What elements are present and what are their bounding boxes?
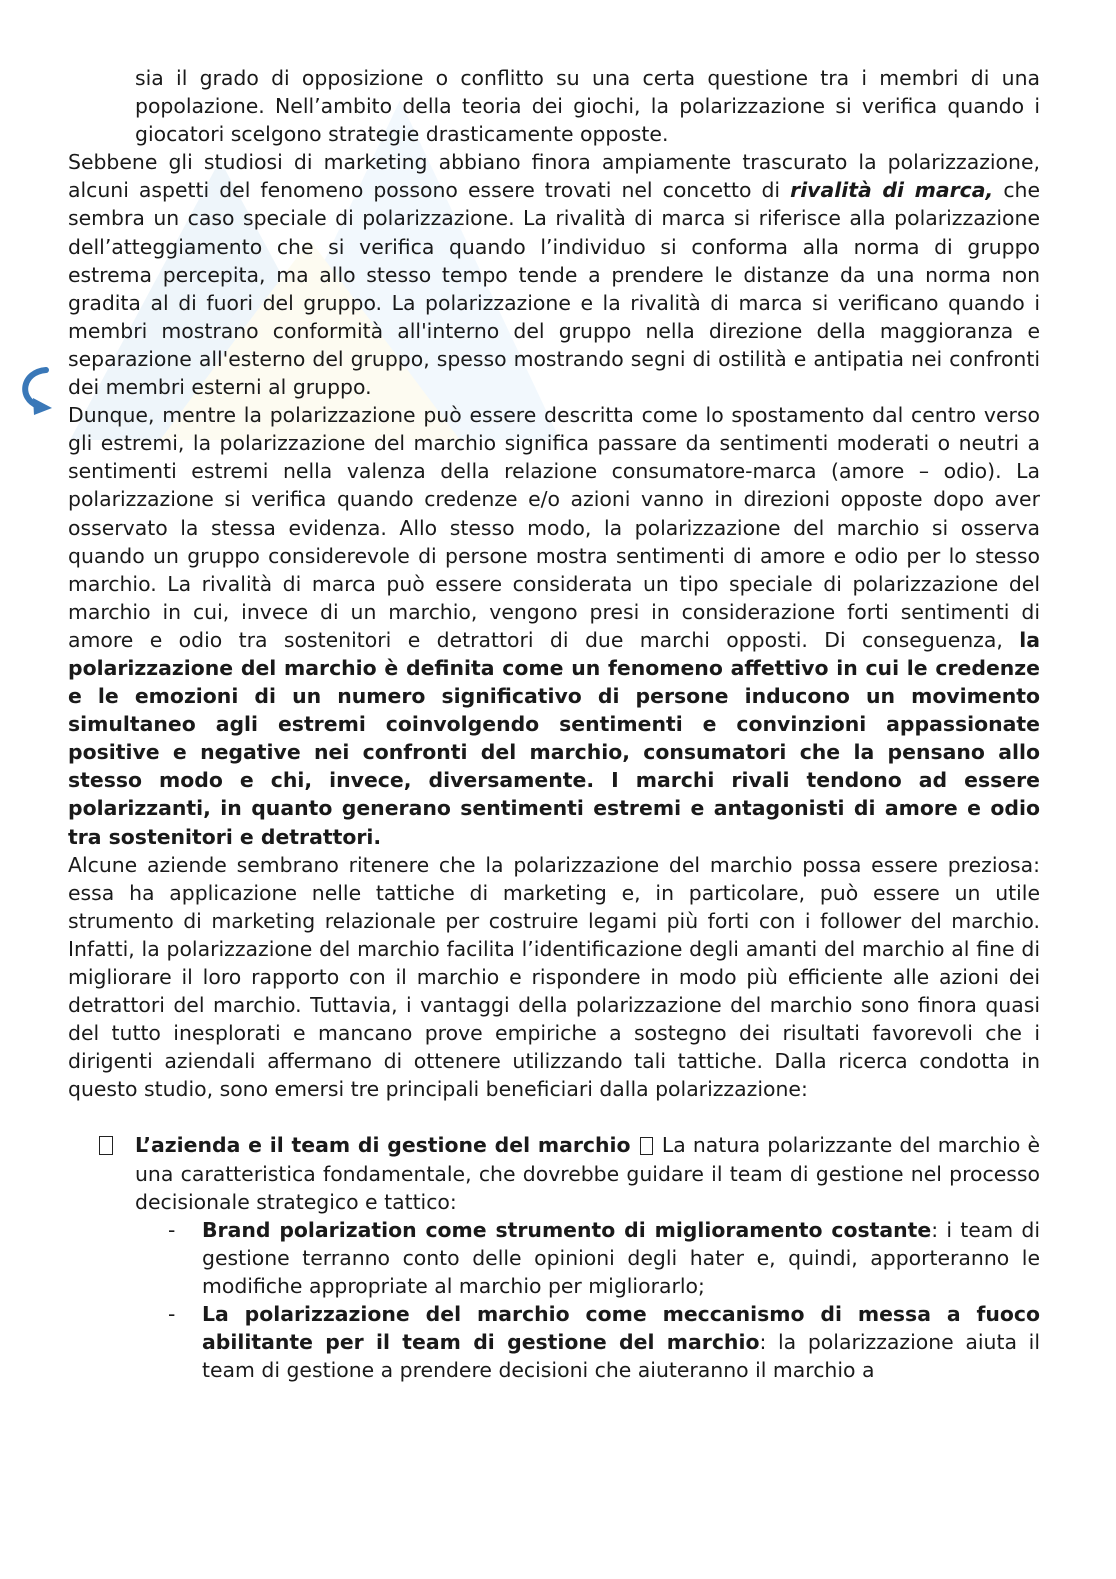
sub-item-body: : la polarizzazione aiuta il team di gestione a prendere decisioni che aiuteranno il marchio a [202, 1330, 1040, 1383]
bullet-item-company [68, 1131, 1040, 1215]
sub-item-title: Brand polarization come strumento di miglioramento costante [202, 1217, 932, 1242]
bullet-item-title: L’azienda e il team di gestione del marchio [135, 1133, 631, 1158]
sub-item-text [202, 1216, 1040, 1300]
dash-marker: - [168, 1302, 176, 1327]
document-body [68, 64, 1040, 1384]
paragraph-intro-continuation: sia il grado di opposizione o conflitto su una certa questione tra i membri di una popolazione. Nell’ambito della teoria dei giochi, la polarizzazione si verifica quando i giocatori scelgono strategie drasticamente opposte. [135, 66, 1040, 147]
bullet-item-text [135, 1131, 1040, 1215]
term-rivalita-di-marca: rivalità di marca, [790, 178, 994, 203]
curved-arrow-icon [16, 364, 58, 416]
paragraph-brand-rivalry-end: che sembra un caso speciale di polarizzazione. La rivalità di marca si riferisce alla polarizzazione dell’atteggiamento che si verifica quando l’individuo si conforma alla norma di gruppo estrema percepita, ma allo stesso tempo tende a prendere le distanze da una norma non gradita al di fuori del gruppo. La polarizzazione e la rivalità di marca si verificano quando i membri mostrano conformità all'interno del gruppo nella direzione della maggioranza e separazione all'esterno del gruppo, spesso mostrando segni di ostilità e antipatia nei confronti dei membri esterni al gruppo. [68, 178, 1040, 400]
paragraph-brand-rivalry-start: Sebbene gli studiosi di marketing abbiano finora ampiamente trascurato la polarizzazione, alcuni aspetti del fenomeno possono essere trovati nel concetto di [68, 150, 1040, 203]
paragraph-brand-polarization-start: Dunque, mentre la polarizzazione può essere descritta come lo spostamento dal centro verso gli estremi, la polarizzazione del marchio significa passare da sentimenti moderati o neutri a sentimenti estremi nella valenza della relazione consumatore-marca (amore – odio). La polarizzazione si verifica quando credenze e/o azioni vanno in direzioni opposte dopo aver osservato la stessa evidenza. Allo stesso modo, la polarizzazione del marchio si osserva quando un gruppo considerevole di persone mostra sentimenti di amore e odio per lo stesso marchio. La rivalità di marca può essere considerata un tipo speciale di polarizzazione del marchio in cui, invece di un marchio, vengono presi in considerazione forti sentimenti di amore e odio tra sostenitori e detrattori di due marchi opposti. Di conseguenza, [68, 403, 1040, 652]
dash-marker: - [168, 1217, 176, 1242]
sub-item-body: : i team di gestione terranno conto delle opinioni degli hater e, quindi, apporteranno le modifiche appropriate al marchio per migliorarlo; [202, 1217, 1040, 1298]
bullet-item-body: La natura polarizzante del marchio è una caratteristica fondamentale, che dovrebbe guidare il team di gestione nel processo decisionale strategico e tattico: [135, 1133, 1040, 1214]
brand-polarization-definition: la polarizzazione del marchio è definita come un fenomeno affettivo in cui le credenze e le emozioni di un numero significativo di persone inducono un movimento simultaneo agli estremi coinvolgendo sentimenti e convinzioni appassionate positive e negative nei confronti del marchio, consumatori che la pensano allo stesso modo e chi, invece, diversamente. I marchi rivali tendono ad essere polarizzanti, in quanto generano sentimenti estremi e antagonisti di amore e odio tra sostenitori e detrattori. [68, 627, 1040, 849]
inline-box-icon [640, 1137, 653, 1155]
paragraph-brand-rivalry [68, 148, 1040, 401]
paragraph-brand-polarization [68, 401, 1040, 851]
paragraph-beneficiaries: Alcune aziende sembrano ritenere che la polarizzazione del marchio possa essere preziosa: essa ha applicazione nelle tattiche di marketing e, in particolare, può essere un utile strumento di marketing relazionale per costruire legami più forti con i follower del marchio. Infatti, la polarizzazione del marchio facilita l’identificazione degli amanti del marchio al fine di migliorare il loro rapporto con il marchio e rispondere in modo più efficiente alle azioni dei detrattori del marchio. Tuttavia, i vantaggi della polarizzazione del marchio sono finora quasi del tutto inesplorati e mancano prove empiriche a sostegno dei risultati favorevoli che i dirigenti aziendali affermano di ottenere utilizzando tali tattiche. Dalla ricerca condotta in questo studio, sono emersi tre principali beneficiari dalla polarizzazione: [68, 852, 1040, 1102]
sub-item-text [202, 1300, 1040, 1384]
spacer [68, 1103, 1040, 1131]
sub-item-title: La polarizzazione del marchio come meccanismo di messa a fuoco abilitante per il team di gestione del marchio [202, 1302, 1040, 1355]
bullet-marker [68, 1131, 135, 1162]
sub-item-focus [68, 1300, 1040, 1384]
sub-item-improvement [68, 1216, 1040, 1300]
checkbox-bullet-icon [99, 1136, 113, 1155]
